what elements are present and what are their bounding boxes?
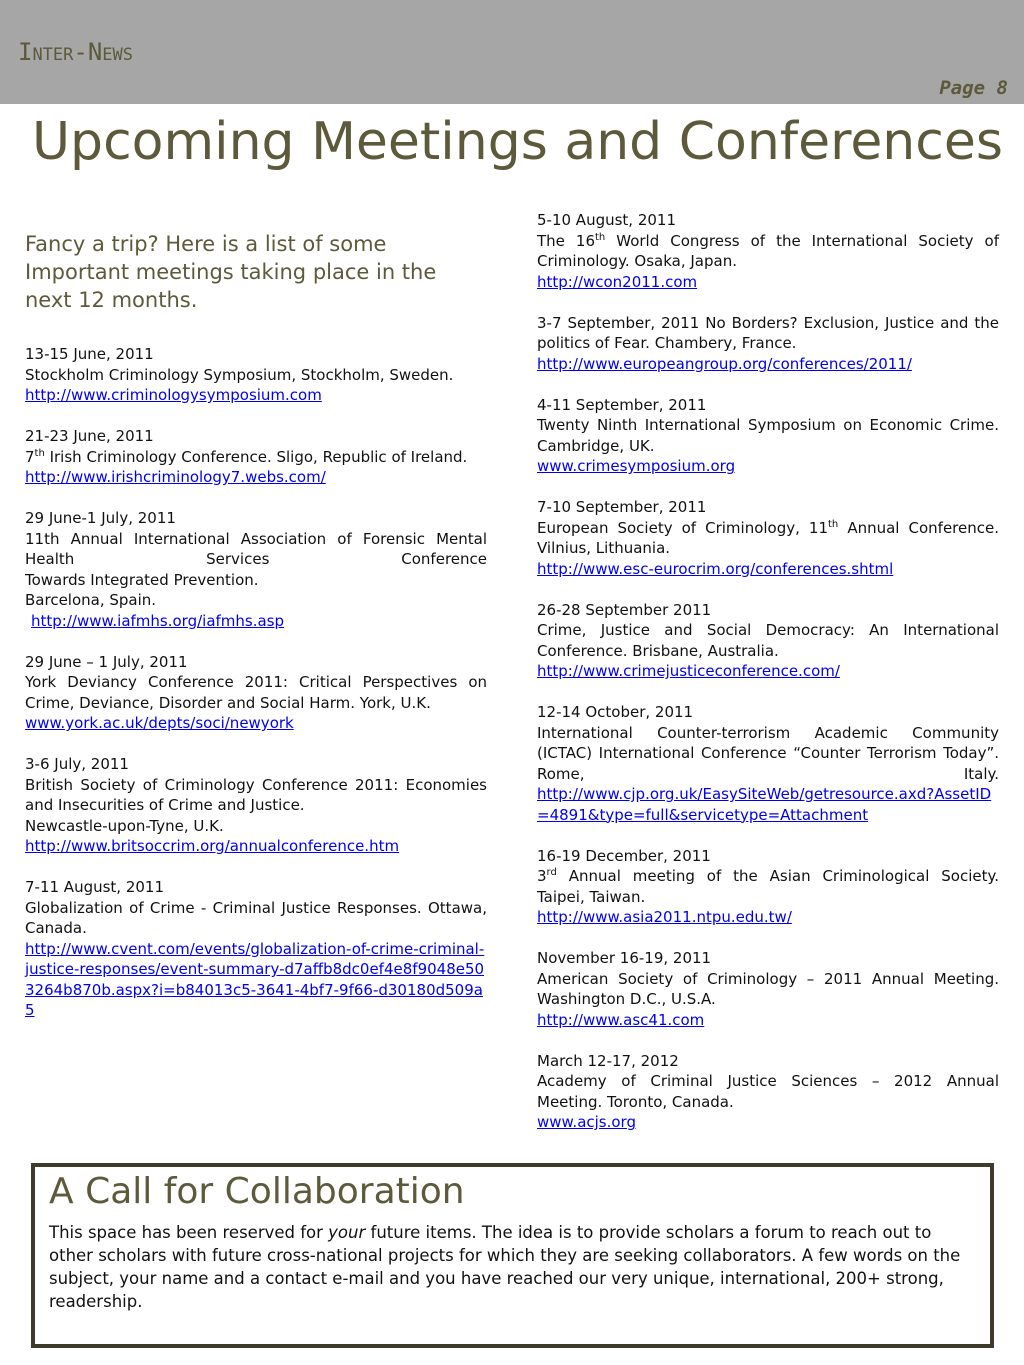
event-link[interactable]: www.crimesymposium.org (537, 457, 736, 475)
event-date: 4-11 September, 2011 (537, 395, 707, 414)
ordinal-suffix: th (594, 231, 606, 243)
event-link[interactable]: http://www.cjp.org.uk/EasySiteWeb/getresource.axd?AssetID=4891&type=full&servicetype=Attachment (537, 785, 992, 824)
event-date: 16-19 December, 2011 (537, 846, 711, 865)
event-description (537, 231, 999, 272)
event-description: York Deviancy Conference 2011: Critical Perspectives on Crime, Deviance, Disorder and Social Harm. York, U.K. (25, 673, 487, 712)
event-item (25, 754, 487, 857)
event-item (25, 344, 487, 406)
event-description: Globalization of Crime - Criminal Justice Responses. Ottawa, Canada. (25, 898, 487, 937)
event-description-text: Annual meeting of the Asian Criminological Society. Taipei, Taiwan. (537, 867, 999, 906)
event-description: Crime, Justice and Social Democracy: An International Conference. Brisbane, Australia. (537, 621, 999, 660)
event-description (537, 313, 999, 354)
page-title: Upcoming Meetings and Conferences (32, 112, 1003, 172)
event-item (537, 497, 999, 579)
event-description: British Society of Criminology Conference 2011: Economies and Insecurities of Crime and Justice. (25, 775, 487, 814)
header-bar (0, 0, 1024, 104)
event-date: 7-11 August, 2011 (25, 878, 165, 896)
event-description: American Society of Criminology – 2011 Annual Meeting. Washington D.C., U.S.A. (537, 969, 999, 1008)
event-description: Stockholm Criminology Symposium, Stockholm, Sweden. (25, 365, 454, 384)
event-link[interactable]: http://www.britsoccrim.org/annualconference.htm (25, 837, 400, 855)
event-item (537, 702, 999, 825)
event-link[interactable]: http://wcon2011.com (537, 272, 698, 291)
collaboration-text (49, 1221, 974, 1313)
event-description-text: No Borders? Exclusion, Justice and the politics of Fear. Chambery, France. (537, 313, 999, 352)
event-item (537, 395, 999, 477)
event-date: 5-10 August, 2011 (537, 211, 677, 229)
ordinal-number: 3 (537, 867, 547, 885)
event-link[interactable]: http://www.esc-eurocrim.org/conferences.shtml (537, 559, 894, 578)
right-column (537, 210, 999, 1153)
event-date: 26-28 September 2011 (537, 600, 712, 619)
event-description-text: World Congress of the International Society of Criminology. Osaka, Japan. (537, 231, 999, 270)
event-item (25, 508, 487, 631)
event-location: Newcastle-upon-Tyne, U.K. (25, 816, 224, 835)
event-date: 12-14 October, 2011 (537, 703, 694, 721)
event-link[interactable]: http://www.europeangroup.org/conferences/2011/ (537, 354, 912, 373)
newsletter-name: Inter-News (18, 38, 133, 66)
event-link[interactable]: http://www.irishcriminology7.webs.com/ (25, 468, 326, 486)
event-link[interactable]: http://www.criminologysymposium.com (25, 386, 322, 404)
event-link[interactable]: www.york.ac.uk/depts/soci/newyork (25, 714, 294, 732)
event-location: Barcelona, Spain. (25, 591, 157, 609)
event-item (25, 652, 487, 734)
event-link[interactable]: http://www.iafmhs.org/iafmhs.asp (31, 611, 285, 630)
event-date: March 12-17, 2012 (537, 1051, 679, 1070)
event-date: 13-15 June, 2011 (25, 345, 154, 363)
event-item (25, 877, 487, 1021)
event-link[interactable]: http://www.crimejusticeconference.com/ (537, 662, 840, 680)
ordinal-suffix: th (34, 447, 45, 459)
event-description: Twenty Ninth International Symposium on Economic Crime. Cambridge, UK. (537, 416, 999, 455)
event-date: 7-10 September, 2011 (537, 498, 707, 516)
event-description: 11th Annual International Association of Forensic Mental Health Services Conference (25, 529, 487, 568)
collaboration-box (31, 1163, 994, 1348)
ordinal-number: 7 (25, 447, 35, 466)
collaboration-text-start: This space has been reserved for (49, 1223, 329, 1242)
ordinal-suffix: rd (546, 867, 557, 878)
event-description-prefix: The 16 (537, 231, 595, 250)
event-date: 3-6 July, 2011 (25, 755, 129, 773)
event-description (537, 866, 999, 907)
intro-text: Fancy a trip? Here is a list of some Important meetings taking place in the next 12 months. (25, 232, 437, 312)
ordinal-suffix: th (828, 518, 839, 530)
event-description (537, 518, 999, 559)
collaboration-title: A Call for Collaboration (49, 1171, 465, 1212)
event-item (537, 313, 999, 375)
event-item (537, 846, 999, 928)
collaboration-text-end: future items. The idea is to provide scholars a forum to reach out to other scholars with future cross-national projects for which they are seeking collaborators. A few words on the subject, your name and a contact e-mail and you have reached our very unique, international, 200+ strong, readership. (49, 1223, 961, 1311)
event-date: November 16-19, 2011 (537, 949, 712, 967)
event-link[interactable]: http://www.asc41.com (537, 1010, 705, 1029)
event-item (537, 1051, 999, 1133)
page-number: Page 8 (939, 77, 1008, 99)
event-description-prefix: European Society of Criminology, 11 (537, 518, 829, 537)
event-date: 21-23 June, 2011 (25, 427, 154, 445)
event-description-text: Annual Conference. Vilnius, Lithuania. (537, 518, 999, 557)
emphasis-your: your (328, 1223, 366, 1242)
event-description: International Counter-terrorism Academic Community (ICTAC) International Conference “Counter Terrorism Today”. Rome, Italy. (537, 723, 999, 783)
event-date: 3-7 September, 2011 (537, 313, 700, 332)
event-link[interactable]: www.acjs.org (537, 1113, 636, 1131)
event-description-2: Towards Integrated Prevention. (25, 570, 259, 589)
event-date: 29 June – 1 July, 2011 (25, 652, 188, 671)
event-item (537, 600, 999, 682)
event-link[interactable]: http://www.asia2011.ntpu.edu.tw/ (537, 908, 792, 926)
event-link[interactable]: http://www.cvent.com/events/globalization-of-crime-criminal-justice-responses/event-summary-d7affb8dc0ef4e8f9048e503264b870b.aspx?i=b84013c5-3641-4bf7-9f66-d30180d509a5 (25, 939, 485, 1019)
event-description-text: Irish Criminology Conference. Sligo, Republic of Ireland. (49, 447, 468, 466)
left-column (25, 230, 487, 1041)
event-item (25, 426, 487, 488)
event-item (537, 948, 999, 1030)
event-description (25, 447, 487, 468)
event-date: 29 June-1 July, 2011 (25, 509, 176, 527)
event-description: Academy of Criminal Justice Sciences – 2012 Annual Meeting. Toronto, Canada. (537, 1072, 999, 1111)
event-item (537, 210, 999, 292)
